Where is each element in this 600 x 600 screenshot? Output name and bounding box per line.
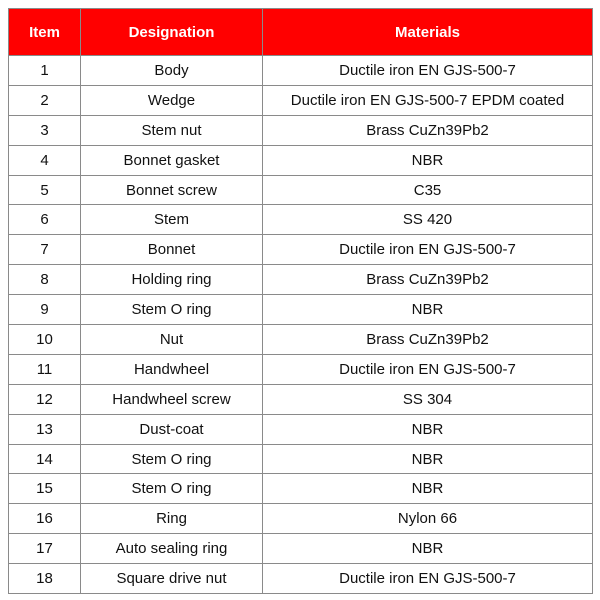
cell-material: NBR [263, 534, 593, 564]
cell-item: 5 [9, 175, 81, 205]
table-row [9, 295, 593, 325]
cell-material: SS 304 [263, 384, 593, 414]
cell-designation: Stem O ring [81, 295, 263, 325]
cell-designation: Square drive nut [81, 564, 263, 594]
cell-item: 16 [9, 504, 81, 534]
table-header-row [9, 9, 593, 56]
cell-item: 14 [9, 444, 81, 474]
cell-designation: Ring [81, 504, 263, 534]
cell-material: C35 [263, 175, 593, 205]
cell-designation: Stem [81, 205, 263, 235]
table-row [9, 235, 593, 265]
cell-material: Brass CuZn39Pb2 [263, 265, 593, 295]
cell-item: 13 [9, 414, 81, 444]
cell-designation: Handwheel screw [81, 384, 263, 414]
table-row [9, 354, 593, 384]
cell-material: NBR [263, 474, 593, 504]
cell-material: Ductile iron EN GJS-500-7 [263, 56, 593, 86]
cell-material: NBR [263, 295, 593, 325]
cell-designation: Dust-coat [81, 414, 263, 444]
cell-item: 9 [9, 295, 81, 325]
cell-designation: Handwheel [81, 354, 263, 384]
cell-item: 7 [9, 235, 81, 265]
cell-designation: Holding ring [81, 265, 263, 295]
cell-designation: Stem O ring [81, 474, 263, 504]
table-row [9, 115, 593, 145]
table-row [9, 384, 593, 414]
cell-item: 3 [9, 115, 81, 145]
header-item: Item [9, 9, 81, 56]
cell-designation: Stem O ring [81, 444, 263, 474]
cell-item: 12 [9, 384, 81, 414]
cell-material: Ductile iron EN GJS-500-7 [263, 235, 593, 265]
cell-material: Brass CuZn39Pb2 [263, 325, 593, 355]
cell-designation: Auto sealing ring [81, 534, 263, 564]
table-row [9, 325, 593, 355]
cell-item: 8 [9, 265, 81, 295]
cell-item: 1 [9, 56, 81, 86]
table-row [9, 414, 593, 444]
cell-material: NBR [263, 444, 593, 474]
table-row [9, 56, 593, 86]
cell-item: 15 [9, 474, 81, 504]
cell-designation: Body [81, 56, 263, 86]
table-row [9, 175, 593, 205]
materials-table [8, 8, 593, 594]
table-row [9, 444, 593, 474]
table-body [9, 56, 593, 594]
cell-designation: Bonnet screw [81, 175, 263, 205]
cell-item: 18 [9, 564, 81, 594]
table-row [9, 504, 593, 534]
cell-material: NBR [263, 145, 593, 175]
cell-material: Ductile iron EN GJS-500-7 [263, 564, 593, 594]
cell-material: NBR [263, 414, 593, 444]
cell-item: 2 [9, 85, 81, 115]
table-row [9, 474, 593, 504]
cell-material: Brass CuZn39Pb2 [263, 115, 593, 145]
materials-table-container [8, 8, 592, 594]
cell-item: 17 [9, 534, 81, 564]
cell-designation: Wedge [81, 85, 263, 115]
cell-item: 10 [9, 325, 81, 355]
table-row [9, 205, 593, 235]
table-row [9, 534, 593, 564]
table-row [9, 85, 593, 115]
header-materials: Materials [263, 9, 593, 56]
header-designation: Designation [81, 9, 263, 56]
cell-designation: Stem nut [81, 115, 263, 145]
cell-material: Ductile iron EN GJS-500-7 EPDM coated [263, 85, 593, 115]
table-row [9, 265, 593, 295]
table-row [9, 145, 593, 175]
cell-item: 4 [9, 145, 81, 175]
cell-item: 6 [9, 205, 81, 235]
cell-designation: Bonnet [81, 235, 263, 265]
cell-designation: Nut [81, 325, 263, 355]
cell-material: Ductile iron EN GJS-500-7 [263, 354, 593, 384]
cell-designation: Bonnet gasket [81, 145, 263, 175]
cell-material: Nylon 66 [263, 504, 593, 534]
cell-material: SS 420 [263, 205, 593, 235]
table-row [9, 564, 593, 594]
cell-item: 11 [9, 354, 81, 384]
